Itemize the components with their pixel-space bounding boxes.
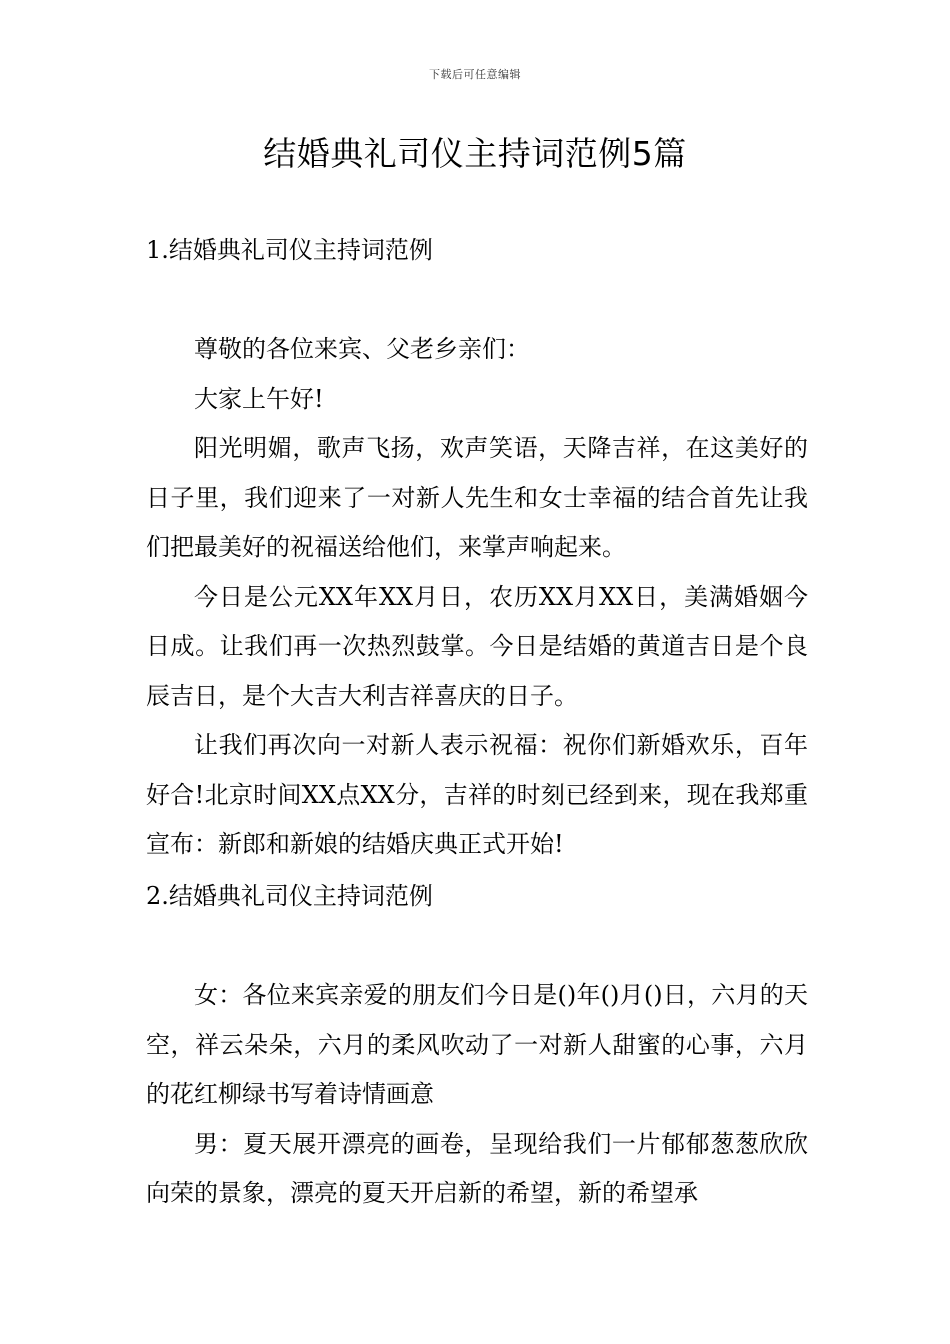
paragraph: 大家上午好! [194, 384, 324, 413]
paragraph: 阳光明媚，歌声飞扬，欢声笑语，天降吉祥，在这美好的日子里，我们迎来了一对新人先生和女士幸福的结合首先让我们把最美好的祝福送给他们，来掌声响起来。 [146, 434, 808, 561]
paragraph: 今日是公元XX年XX月日，农历XX月XX日，美满婚姻今日成。让我们再一次热烈鼓掌。今日是结婚的黄道吉日是个良辰吉日，是个大吉大利吉祥喜庆的日子。 [146, 582, 808, 710]
section-heading: 1.结婚典礼司仪主持词范例 [146, 236, 433, 264]
spacer [146, 922, 808, 972]
paragraph: 女：各位来宾亲爱的朋友们今日是()年()月()日，六月的天空，祥云朵朵，六月的柔风吹动了一对新人甜蜜的心事，六月的花红柳绿书写着诗情画意 [146, 981, 808, 1108]
document-title: 结婚典礼司仪主持词范例5篇 [263, 134, 687, 173]
paragraph: 尊敬的各位来宾、父老乡亲们： [194, 335, 530, 363]
spacer [146, 276, 808, 326]
section-2 [146, 872, 808, 1219]
header-note: 下载后可任意编辑 [429, 68, 521, 81]
section-1 [146, 226, 808, 870]
section-heading: 2.结婚典礼司仪主持词范例 [146, 882, 433, 910]
paragraph: 让我们再次向一对新人表示祝福：祝你们新婚欢乐，百年好合!北京时间XX点XX分，吉祥的时刻已经到来，现在我郑重宣布：新郎和新娘的结婚庆典正式开始! [146, 731, 808, 858]
paragraph: 男：夏天展开漂亮的画卷，呈现给我们一片郁郁葱葱欣欣向荣的景象，漂亮的夏天开启新的希望，新的希望承 [146, 1129, 808, 1207]
